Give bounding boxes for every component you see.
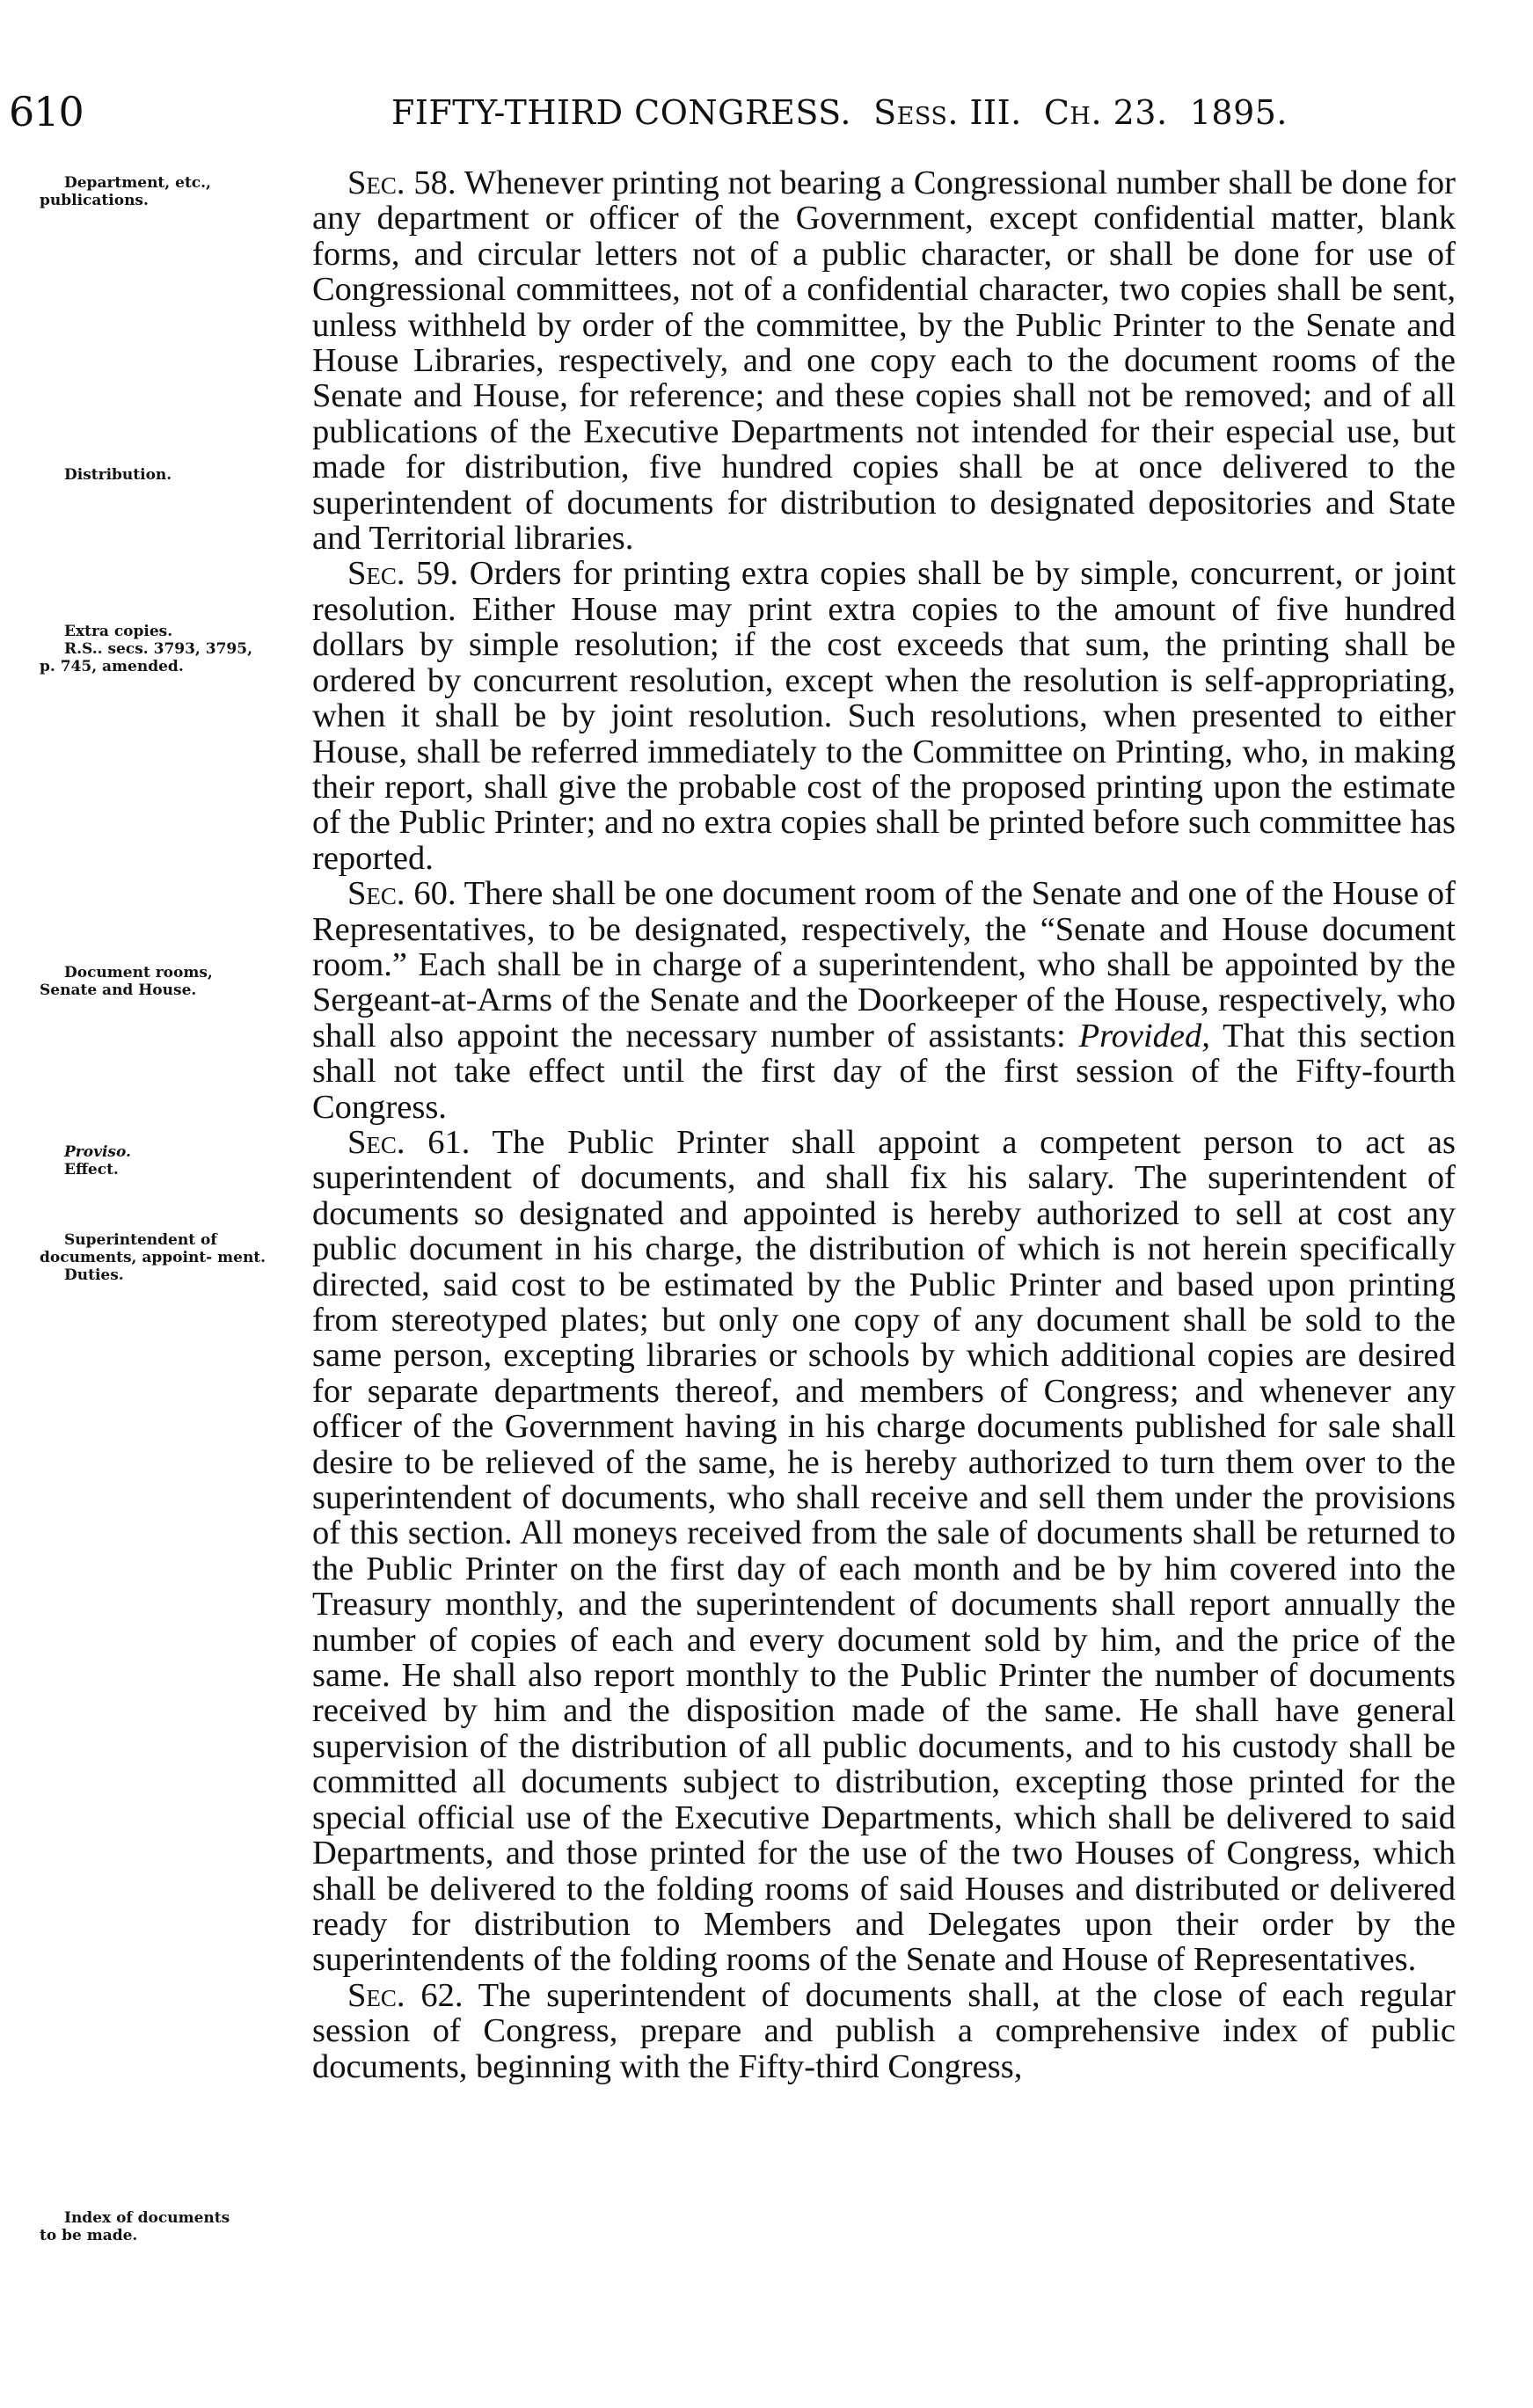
margin-note-proviso (40, 1143, 295, 1178)
margin-note-line: Department, etc., (64, 174, 211, 192)
section-60 (312, 876, 1456, 1125)
section-text: The Public Printer shall appoint a competent person to act as superintendent of documents, and shall fix his salary. The superintendent of documents so designated and appointed is hereby authorized to sell at cost any public document in his charge, the distribution of which is not herein specifically directed, said cost to be estimated by the Public Printer and based upon printing from stereotyped plates; but only one copy of any document shall be sold to the same person, excepting libraries or schools by which additional copies are desired for separate departments thereof, and members of Congress; and whenever any officer of the Government having in his charge documents published for sale shall desire to be relieved of the same, he is hereby authorized to turn them over to the superintendent of documents, who shall receive and sell them under the provisions of this section. All moneys received from the sale of documents shall be returned to the Public Printer on the first day of each month and be by him covered into the Treasury monthly, and the superintendent of documents shall report annually the number of copies of each and every document sold by him, and the price of the same. He shall also report monthly to the Public Printer the number of documents received by him and the disposition made of the same. He shall have general supervision of the distribution of all public documents, and to his custody shall be committed all documents subject to distribution, excepting those printed for the special official use of the Executive Departments, which shall be delivered to said Departments, and those printed for the use of the two Houses of Congress, which shall be delivered to the folding rooms of said Houses and distributed or delivered ready for distribution to Members and Delegates upon their order by the superintendents of the folding rooms of the Senate and House of Representatives. (312, 1123, 1456, 1979)
section-text: There shall be one document room of the Senate and one of the House of Representatives, to be designated, respectively, the “Senate and House document room.” Each shall be in charge of a superintendent, who shall be appointed by the Sergeant-at-Arms of the Senate and the Doorkeeper of the House, respectively, who shall also appoint the necessary number of assistants: (312, 875, 1456, 1054)
section-text: That this section shall not take effect until the first day of the first session of the Fifty-fourth Congress. (312, 1017, 1456, 1126)
margin-note-line: R.S.. secs. 3793, 3795, (64, 640, 253, 658)
section-text: The superintendent of documents shall, at the close of each regular session of Congress, prepare and publish a comprehensive index of public documents, beginning with the Fifty-third Congress, (312, 1976, 1456, 2085)
margin-note-line: to be made. (40, 2227, 138, 2244)
margin-note-line: Superintendent of (64, 1231, 217, 1249)
page-header (0, 88, 1533, 141)
margin-note-line: publications. (40, 192, 149, 209)
section-58 (312, 165, 1456, 556)
section-62 (312, 1978, 1456, 2084)
section-59 (312, 556, 1456, 876)
section-label: Sec. 60. (347, 875, 456, 913)
proviso-word: Provided, (1078, 1017, 1210, 1054)
section-text: Whenever printing not bearing a Congressional number shall be done for any department or officer of the Government, except confidential matter, blank forms, and circular letters not of a public character, or shall be done for use of Congressional committees, not of a confidential character, two copies shall be sent, unless withheld by order of the committee, by the Public Printer to the Senate and House Libraries, respectively, and one copy each to the document rooms of the Senate and House, for reference; and these copies shall not be removed; and of all publications of the Executive Departments not intended for their especial use, but made for distribution, five hundred copies shall be at once delivered to the superintendent of documents for distribution to designated depositories and State and Territorial libraries. (312, 164, 1456, 558)
margin-note-line: Effect. (64, 1161, 119, 1178)
margin-note-distribution (40, 466, 295, 484)
margin-note-index (40, 2209, 295, 2244)
margin-note-department-publications (40, 174, 295, 209)
margin-note-line: Index of documents (64, 2209, 230, 2227)
margin-note-line: ment. (217, 1249, 266, 1266)
margin-note-line: Extra copies. (64, 623, 173, 640)
margin-note-line: Document rooms, (64, 964, 213, 981)
margin-note-line: Duties. (64, 1266, 124, 1284)
margin-note-line: Distribution. (64, 466, 172, 484)
margin-note-line: Proviso. (64, 1143, 131, 1161)
section-label: Sec. 59. (347, 555, 459, 593)
page-number: 610 (9, 88, 84, 135)
section-label: Sec. 62. (347, 1976, 464, 2014)
margin-note-line: p. 745, amended. (40, 658, 184, 675)
margin-note-superintendent (40, 1231, 295, 1284)
margin-note-line: documents, appoint- (40, 1249, 213, 1266)
margin-note-document-rooms (40, 964, 295, 999)
margin-note-line: Senate and House. (40, 981, 197, 999)
body-text (312, 165, 1456, 2084)
session-label: Sess. III. (873, 93, 1022, 132)
year-label: 1895. (1189, 93, 1288, 132)
section-text: Orders for printing extra copies shall be by simple, concurrent, or joint resolution. Either House may print extra copies to the amount of five hundred dollars by simple resolution; if the cost exceeds that sum, the printing shall be ordered by concurrent resolution, except when the resolution is self-appropriating, when it shall be by joint resolution. Such resolutions, when presented to either House, shall be referred immediately to the Committee on Printing, who, in making their report, shall give the probable cost of the proposed printing upon the estimate of the Public Printer; and no extra copies shall be printed before such committee has reported. (312, 555, 1456, 877)
margin-note-extra-copies (40, 623, 295, 675)
chapter-label: Ch. 23. (1043, 93, 1168, 132)
section-61 (312, 1125, 1456, 1978)
section-label: Sec. 58. (347, 164, 456, 201)
section-label: Sec. 61. (347, 1123, 471, 1161)
running-head (391, 93, 1288, 132)
congress-title: FIFTY-THIRD CONGRESS. (391, 93, 851, 132)
